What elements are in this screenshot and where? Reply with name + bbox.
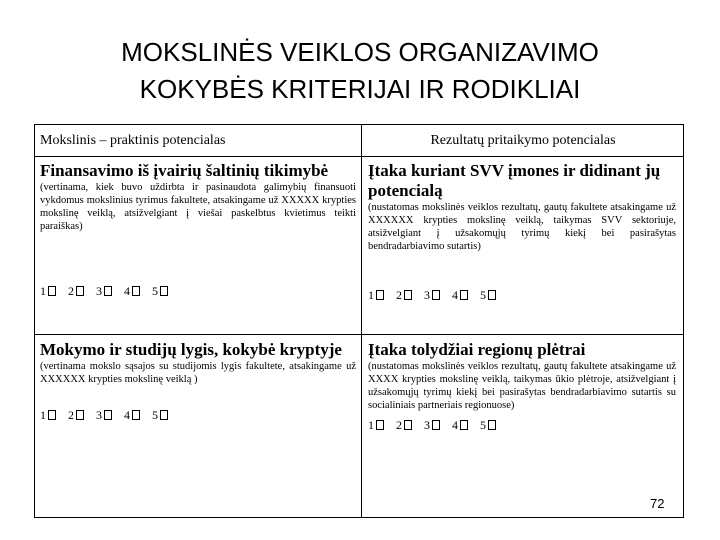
row2-right-heading: Įtaka tolydžiai regionų plėtrai	[368, 340, 586, 359]
checkbox-icon[interactable]	[376, 290, 384, 300]
checkbox-icon[interactable]	[432, 420, 440, 430]
checkbox-icon[interactable]	[132, 410, 140, 420]
checkbox-icon[interactable]	[132, 286, 140, 296]
rating-3: 3	[96, 408, 102, 422]
rating-1: 1	[368, 288, 374, 302]
rating-2: 2	[396, 288, 402, 302]
rating-1: 1	[40, 408, 46, 422]
checkbox-icon[interactable]	[160, 286, 168, 296]
rating-5: 5	[480, 418, 486, 432]
row2-left-note: (vertinama mokslo sąsajos su studijomis lygis fakultete, atsakingame už XXXXXX krypties mokslinę veiklą )	[40, 361, 356, 385]
row1-right-cell	[368, 161, 676, 253]
row1-right-note: (nustatomas mokslinės veiklos rezultatų, gautų fakultete atsakingame už XXXXXX krypties mokslinę veiklą, taikymas SVV sektoriuje, atsižvelgiant į užsakomųjų tyrimų kiekį bei pasirašytas bendradarbiavimo sutartis)	[368, 202, 676, 252]
row2-left-heading: Mokymo ir studijų lygis, kokybė kryptyje	[40, 340, 342, 359]
rating-4: 4	[124, 284, 130, 298]
checkbox-icon[interactable]	[76, 410, 84, 420]
row1-right-rating	[368, 288, 505, 302]
rating-4: 4	[452, 418, 458, 432]
rating-4: 4	[124, 408, 130, 422]
row1-right-heading: Įtaka kuriant SVV įmones ir didinant jų potencialą	[368, 161, 661, 200]
checkbox-icon[interactable]	[104, 410, 112, 420]
checkbox-icon[interactable]	[460, 290, 468, 300]
table-column-divider	[361, 124, 362, 518]
row2-right-cell	[368, 340, 676, 412]
rating-3: 3	[96, 284, 102, 298]
row1-left-rating	[40, 284, 177, 298]
checkbox-icon[interactable]	[432, 290, 440, 300]
table-header-divider	[34, 156, 684, 157]
title-line-1: MOKSLINĖS VEIKLOS ORGANIZAVIMO	[121, 37, 599, 67]
row2-right-note: (nustatomas mokslinės veiklos rezultatų, gautų fakultete atsakingame už XXXX krypties mokslinę veiklą, taikymas ūkio plėtroje, atsižvelgiant į užsakomųjų tyrimų kiekį bei pasirašytas bendradarbiavimo sutartis su socialiniais partneriais regionuose)	[368, 361, 676, 411]
rating-5: 5	[152, 284, 158, 298]
rating-2: 2	[396, 418, 402, 432]
row2-left-rating	[40, 408, 177, 422]
rating-5: 5	[152, 408, 158, 422]
checkbox-icon[interactable]	[460, 420, 468, 430]
checkbox-icon[interactable]	[76, 286, 84, 296]
checkbox-icon[interactable]	[404, 420, 412, 430]
row2-right-rating	[368, 418, 505, 432]
row1-left-note: (vertinama, kiek buvo uždirbta ir pasinaudota galimybių finansuoti vykdomus mokslinius tyrimus fakultete, atsakingame už XXXXX krypties mokslinę veiklą, atsižvelgiant į viešai paskelbtus kvietimus teikti paraiškas)	[40, 182, 356, 232]
title-line-2: KOKYBĖS KRITERIJAI IR RODIKLIAI	[139, 74, 581, 104]
checkbox-icon[interactable]	[104, 286, 112, 296]
header-left: Mokslinis – praktinis potencialas	[40, 133, 226, 148]
row2-left-cell	[40, 340, 356, 386]
page-number: 72	[650, 496, 665, 511]
checkbox-icon[interactable]	[404, 290, 412, 300]
checkbox-icon[interactable]	[488, 420, 496, 430]
checkbox-icon[interactable]	[160, 410, 168, 420]
rating-5: 5	[480, 288, 486, 302]
checkbox-icon[interactable]	[48, 410, 56, 420]
row1-left-heading: Finansavimo iš įvairių šaltinių tikimybė	[40, 161, 329, 180]
rating-1: 1	[368, 418, 374, 432]
rating-4: 4	[452, 288, 458, 302]
checkbox-icon[interactable]	[48, 286, 56, 296]
rating-2: 2	[68, 408, 74, 422]
checkbox-icon[interactable]	[488, 290, 496, 300]
row1-left-cell	[40, 161, 356, 233]
rating-2: 2	[68, 284, 74, 298]
rating-1: 1	[40, 284, 46, 298]
rating-3: 3	[424, 418, 430, 432]
checkbox-icon[interactable]	[376, 420, 384, 430]
slide-title	[0, 34, 720, 108]
rating-3: 3	[424, 288, 430, 302]
header-right: Rezultatų pritaikymo potencialas	[430, 133, 616, 148]
table-row-divider	[34, 334, 684, 335]
